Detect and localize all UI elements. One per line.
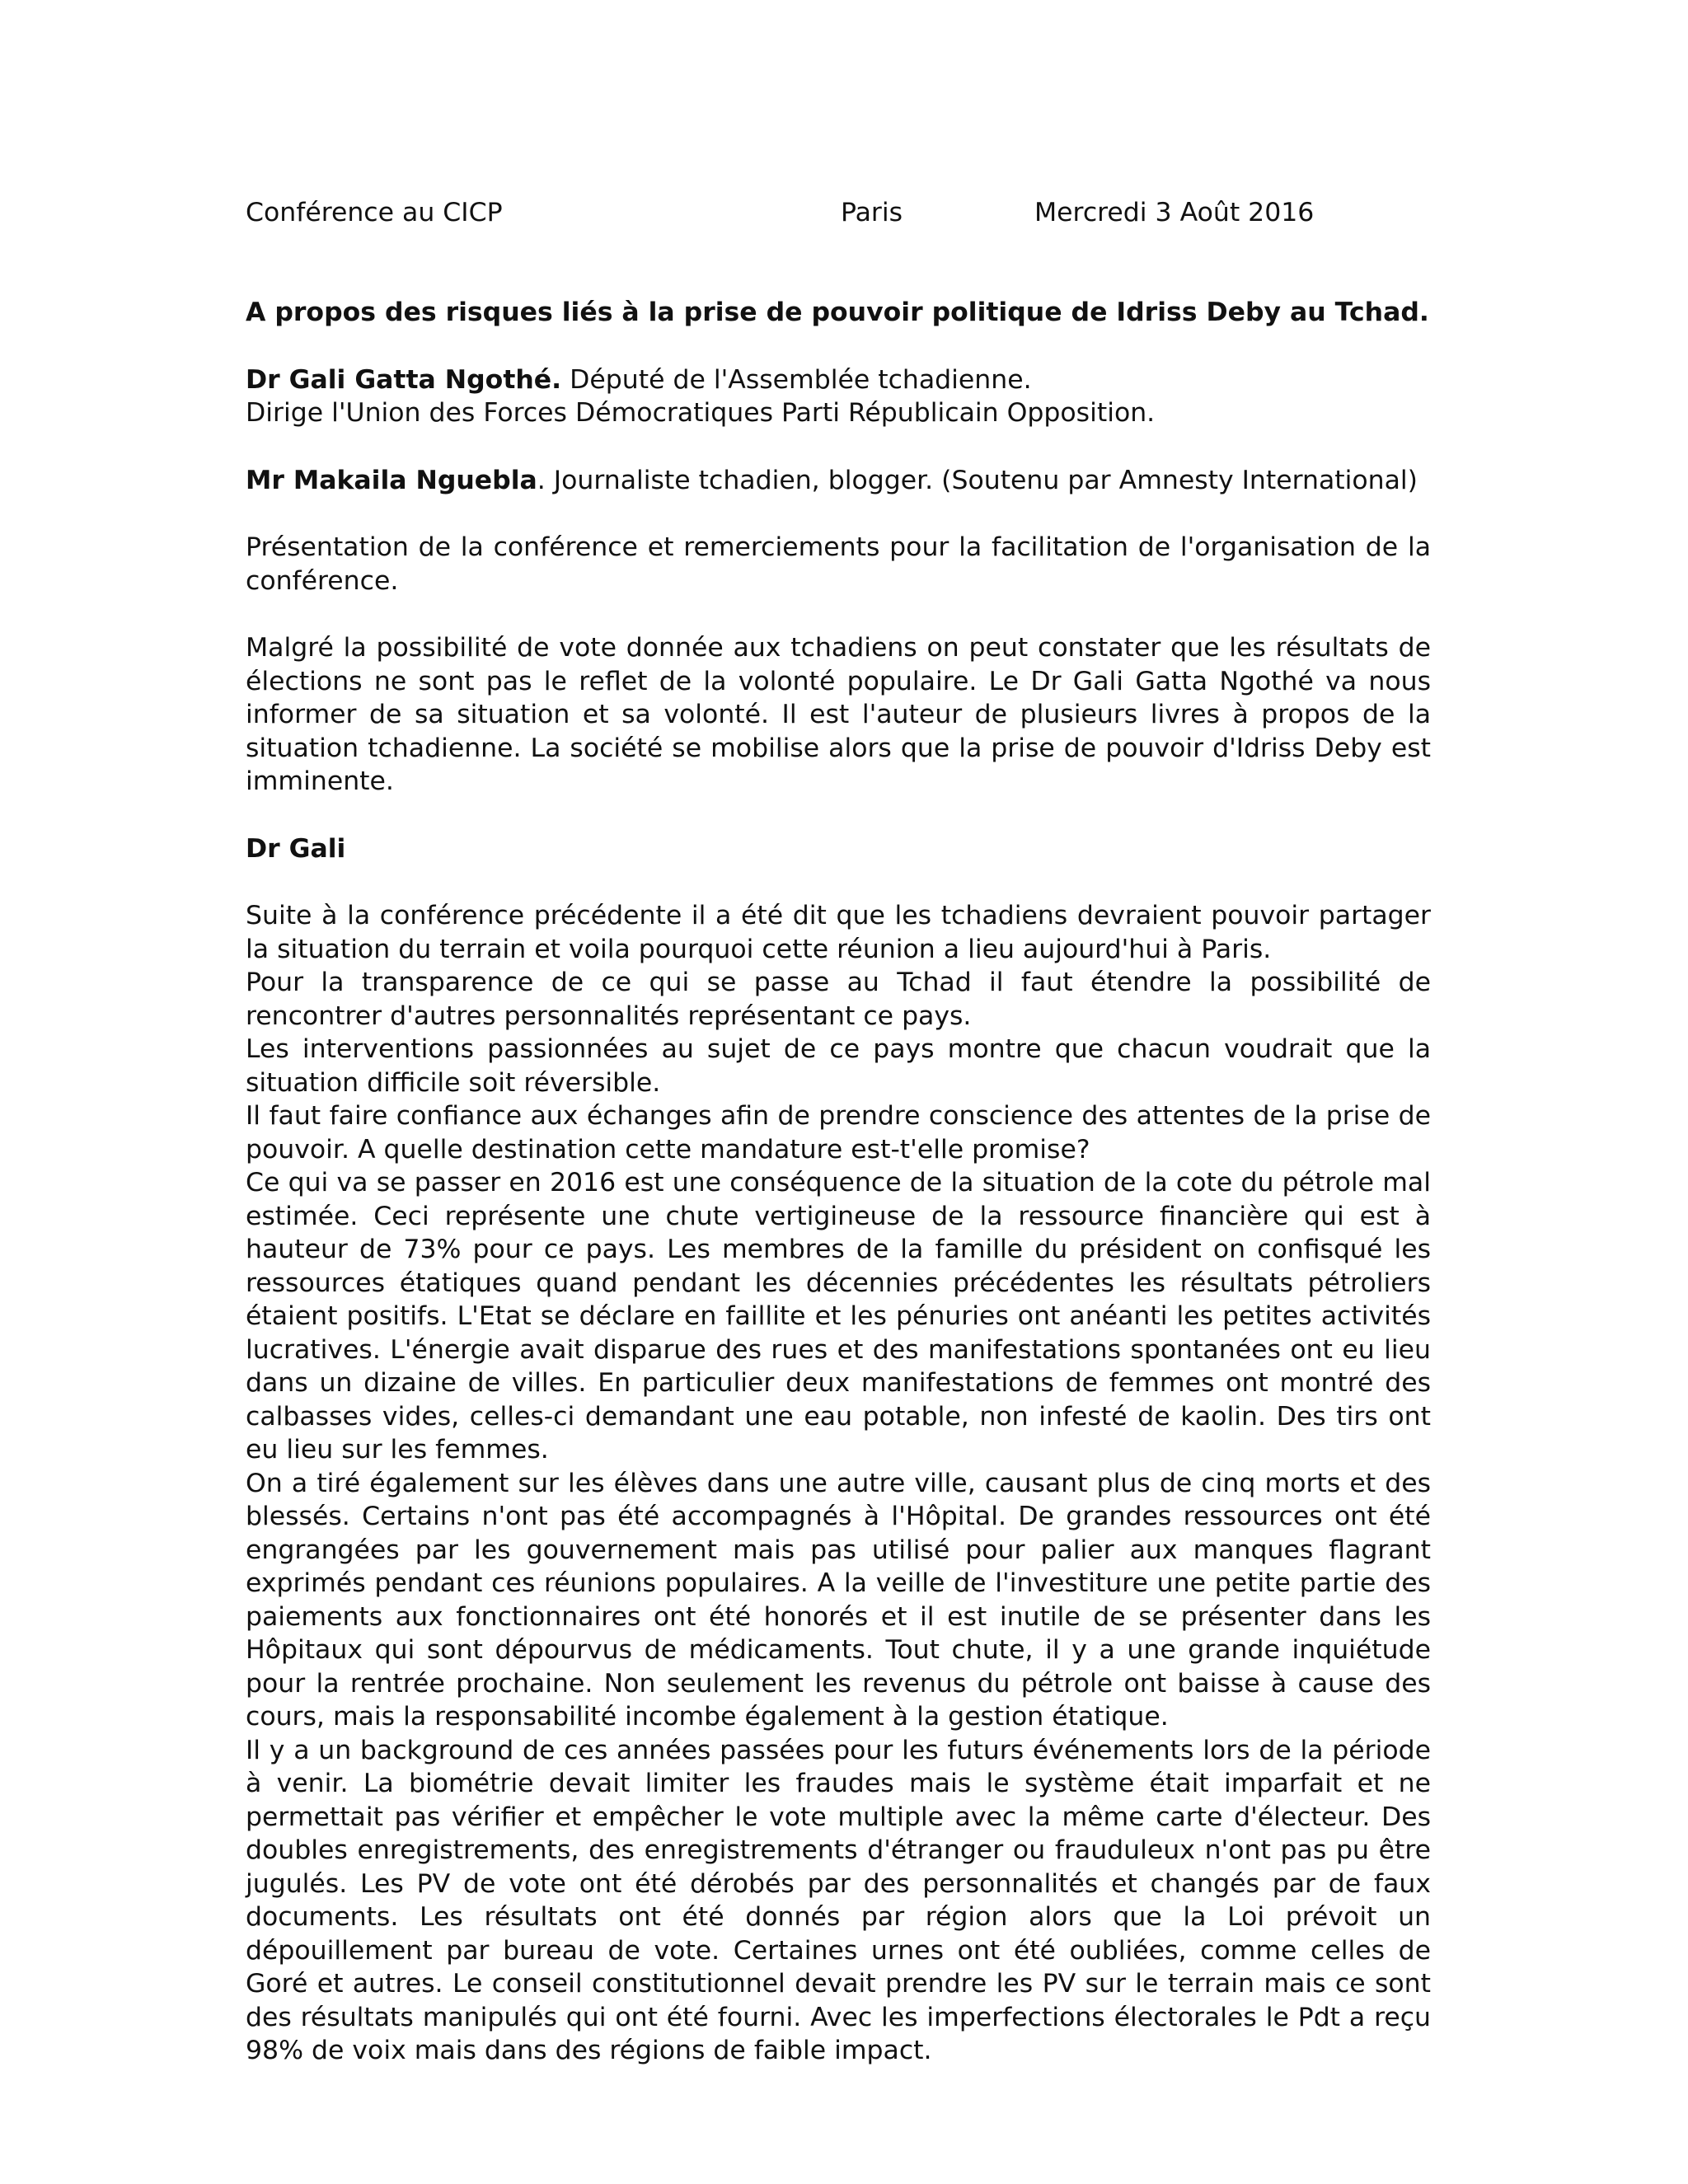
speaker-2-line xyxy=(246,464,1431,498)
header-venue: Conférence au CICP xyxy=(246,198,503,227)
body-paragraph: Il y a un background de ces années passées pour les futurs événements lors de la période à venir. La biométrie devait limiter les fraudes mais le système était imparfait et ne permettait pas vérifier et empêcher le vote multiple avec la même carte d'électeur. Des doubles enregistrements, des enregistrements d'étranger ou frauduleux n'ont pas pu être jugulés. Les PV de vote ont été dérobés par des personnalités et changés par de faux documents. Les résultats ont été donnés par région alors que la Loi prévoit un dépouillement par bureau de vote. Certaines urnes ont été oubliées, comme celles de Goré et autres. Le conseil constitutionnel devait prendre les PV sur le terrain mais ce sont des résultats manipulés qui ont été fourni. Avec les imperfections électorales le Pdt a reçu 98% de voix mais dans des régions de faible impact. xyxy=(246,1735,1431,2065)
document-header xyxy=(246,196,1431,229)
speech-body xyxy=(246,899,1431,2068)
body-paragraph: Pour la transparence de ce qui se passe au Tchad il faut étendre la possibilité de rencontrer d'autres personnalités représentant ce pays. xyxy=(246,968,1431,1031)
body-paragraph: Les interventions passionnées au sujet de ce pays montre que chacun voudrait que la situation difficile soit réversible. xyxy=(246,1034,1431,1098)
speaker-1 xyxy=(246,363,1431,430)
body-paragraph: Ce qui va se passer en 2016 est une conséquence de la situation de la cote du pétrole mal estimée. Ceci représente une chute vertigineuse de la ressource financière qui est à hauteur de 73% pour ce pays. Les membres de la famille du président on confisqué les ressources étatiques quand pendant les décennies précédentes les résultats pétroliers étaient positifs. L'Etat se déclare en faillite et les pénuries ont anéanti les petites activités lucratives. L'énergie avait disparue des rues et des manifestations spontanées ont eu lieu dans un dizaine de villes. En particulier deux manifestations de femmes ont montré des calbasses vides, celles-ci demandant une eau potable, non infesté de kaolin. Des tirs ont eu lieu sur les femmes. xyxy=(246,1168,1431,1465)
body-paragraph: Suite à la conférence précédente il a été dit que les tchadiens devraient pouvoir partager la situation du terrain et voila pourquoi cette réunion a lieu aujourd'hui à Paris. xyxy=(246,901,1431,964)
body-paragraph: Il faut faire confiance aux échanges afin de prendre conscience des attentes de la prise de pouvoir. A quelle destination cette mandature est-t'elle promise? xyxy=(246,1101,1431,1165)
speaker-2-name: Mr Makaila Nguebla xyxy=(246,465,537,495)
intro-paragraph-2: Malgré la possibilité de vote donnée aux tchadiens on peut constater que les résultats de élections ne sont pas le reflet de la volonté populaire. Le Dr Gali Gatta Ngothé va nous informer de sa situation et sa volonté. Il est l'auteur de plusieurs livres à propos de la situation tchadienne. La société se mobilise alors que la prise de pouvoir d'Idriss Deby est imminente. xyxy=(246,633,1431,796)
document-page xyxy=(246,196,1431,2068)
speaker-1-name: Dr Gali Gatta Ngothé. xyxy=(246,364,562,395)
intro-paragraph-1: Présentation de la conférence et remerciements pour la facilitation de l'organisation de la conférence. xyxy=(246,532,1431,596)
section-heading: Dr Gali xyxy=(246,833,346,864)
speaker-2 xyxy=(246,464,1431,498)
header-date: Mercredi 3 Août 2016 xyxy=(1034,198,1315,227)
speaker-1-role: Député de l'Assemblée tchadienne. xyxy=(561,364,1032,395)
speaker-1-detail: Dirige l'Union des Forces Démocratiques Parti Républicain Opposition. xyxy=(246,398,1156,428)
speaker-2-role: . Journaliste tchadien, blogger. (Soutenu par Amnesty International) xyxy=(537,465,1418,495)
speaker-1-line xyxy=(246,363,1431,397)
header-city: Paris xyxy=(841,198,903,227)
document-title: A propos des risques liés à la prise de pouvoir politique de Idriss Deby au Tchad. xyxy=(246,298,1429,327)
body-paragraph: On a tiré également sur les élèves dans une autre ville, causant plus de cinq morts et des blessés. Certains n'ont pas été accompagnés à l'Hôpital. De grandes ressources ont été engrangées par les gouvernement mais pas utilisé pour palier aux manques flagrant exprimés pendant ces réunions populaires. A la veille de l'investiture une petite partie des paiements aux fonctionnaires ont été honorés et il est inutile de se présenter dans les Hôpitaux qui sont dépourvus de médicaments. Tout chute, il y a une grande inquiétude pour la rentrée prochaine. Non seulement les revenus du pétrole ont baisse à cause des cours, mais la responsabilité incombe également à la gestion étatique. xyxy=(246,1468,1431,1732)
